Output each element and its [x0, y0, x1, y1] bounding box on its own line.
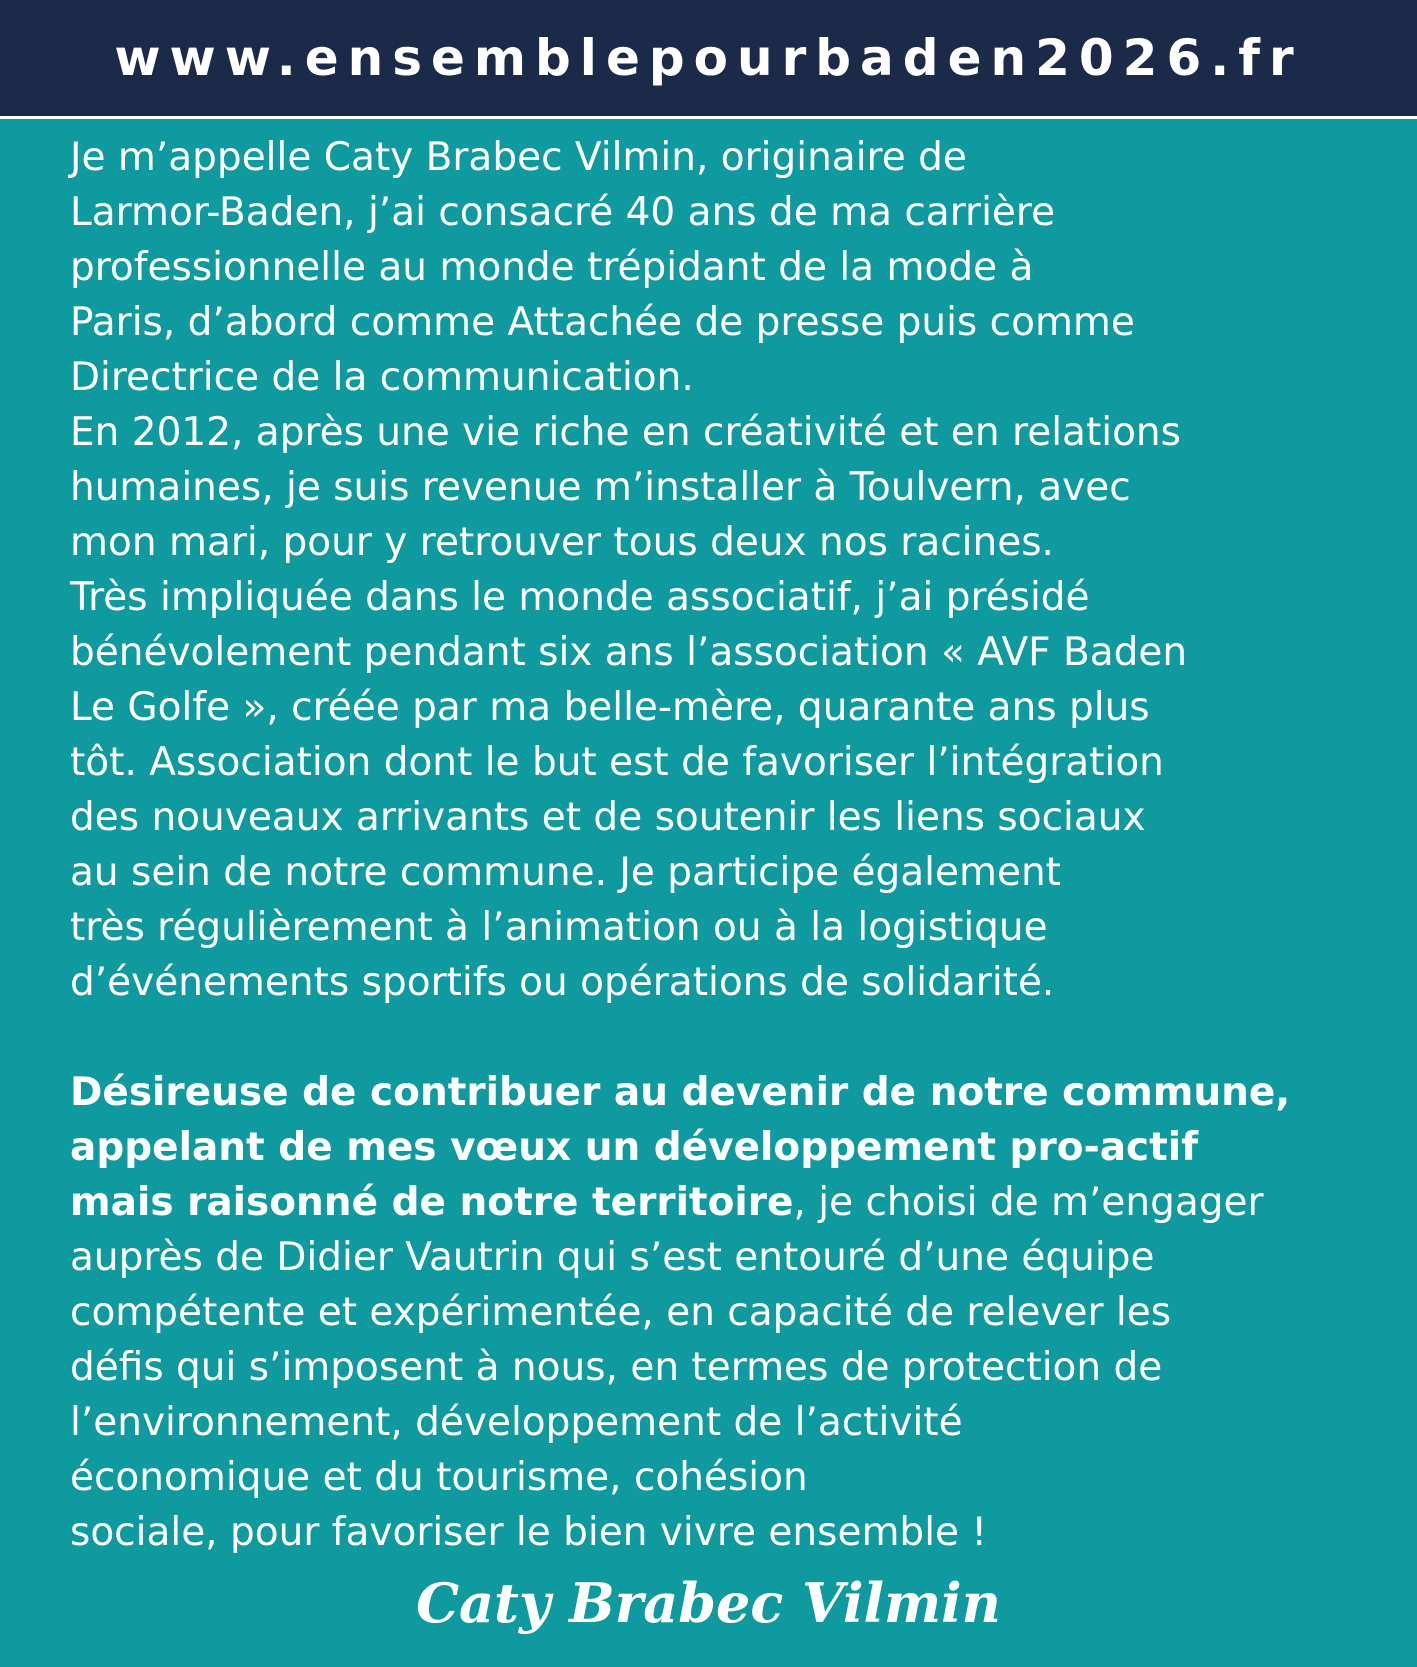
text-line: auprès de Didier Vautrin qui s’est entouré d’une équipe: [70, 1235, 1155, 1280]
text-line: compétente et expérimentée, en capacité de relever les: [70, 1290, 1172, 1335]
mixed-text-line: [70, 1175, 1400, 1230]
text-line: Larmor-Baden, j’ai consacré 40 ans de ma carrière: [70, 190, 1056, 235]
text-line: mon mari, pour y retrouver tous deux nos racines.: [70, 520, 1054, 565]
text-line: tôt. Association dont le but est de favoriser l’intégration: [70, 740, 1164, 785]
text-line: économique et du tourisme, cohésion: [70, 1455, 808, 1500]
text-line: Paris, d’abord comme Attachée de presse puis comme: [70, 300, 1135, 345]
paragraph-spacer: [70, 1010, 1400, 1065]
bold-phrase: mais raisonné de notre territoire: [70, 1180, 794, 1225]
text-line: au sein de notre commune. Je participe également: [70, 850, 1061, 895]
text-line: bénévolement pendant six ans l’association « AVF Baden: [70, 630, 1188, 675]
text-line: Très impliquée dans le monde associatif, j’ai présidé: [70, 575, 1090, 620]
text-line: sociale, pour favoriser le bien vivre ensemble !: [70, 1510, 988, 1555]
text-line: des nouveaux arrivants et de soutenir les liens sociaux: [70, 795, 1146, 840]
text-line: professionnelle au monde trépidant de la mode à: [70, 245, 1034, 290]
website-url[interactable]: www.ensemblepourbaden2026.fr: [114, 29, 1303, 87]
text-line: Je m’appelle Caty Brabec Vilmin, originaire de: [70, 135, 967, 180]
text-line: humaines, je suis revenue m’installer à Toulvern, avec: [70, 465, 1131, 510]
header-bar: [0, 0, 1417, 119]
text-line: d’événements sportifs ou opérations de solidarité.: [70, 960, 1055, 1005]
text-line: l’environnement, développement de l’activité: [70, 1400, 963, 1445]
regular-phrase: , je choisi de m’engager: [793, 1180, 1264, 1225]
text-line: défis qui s’imposent à nous, en termes de protection de: [70, 1345, 1163, 1390]
bold-text-line: Désireuse de contribuer au devenir de notre commune,: [70, 1070, 1291, 1115]
text-line: Directrice de la communication.: [70, 355, 694, 400]
bold-text-line: appelant de mes vœux un développement pro-actif: [70, 1125, 1199, 1170]
biography-text: [70, 130, 1400, 1560]
signature: Caty Brabec Vilmin: [416, 1571, 1001, 1635]
text-line: très régulièrement à l’animation ou à la logistique: [70, 905, 1048, 950]
text-line: Le Golfe », créée par ma belle-mère, quarante ans plus: [70, 685, 1150, 730]
text-line: En 2012, après une vie riche en créativité et en relations: [70, 410, 1181, 455]
